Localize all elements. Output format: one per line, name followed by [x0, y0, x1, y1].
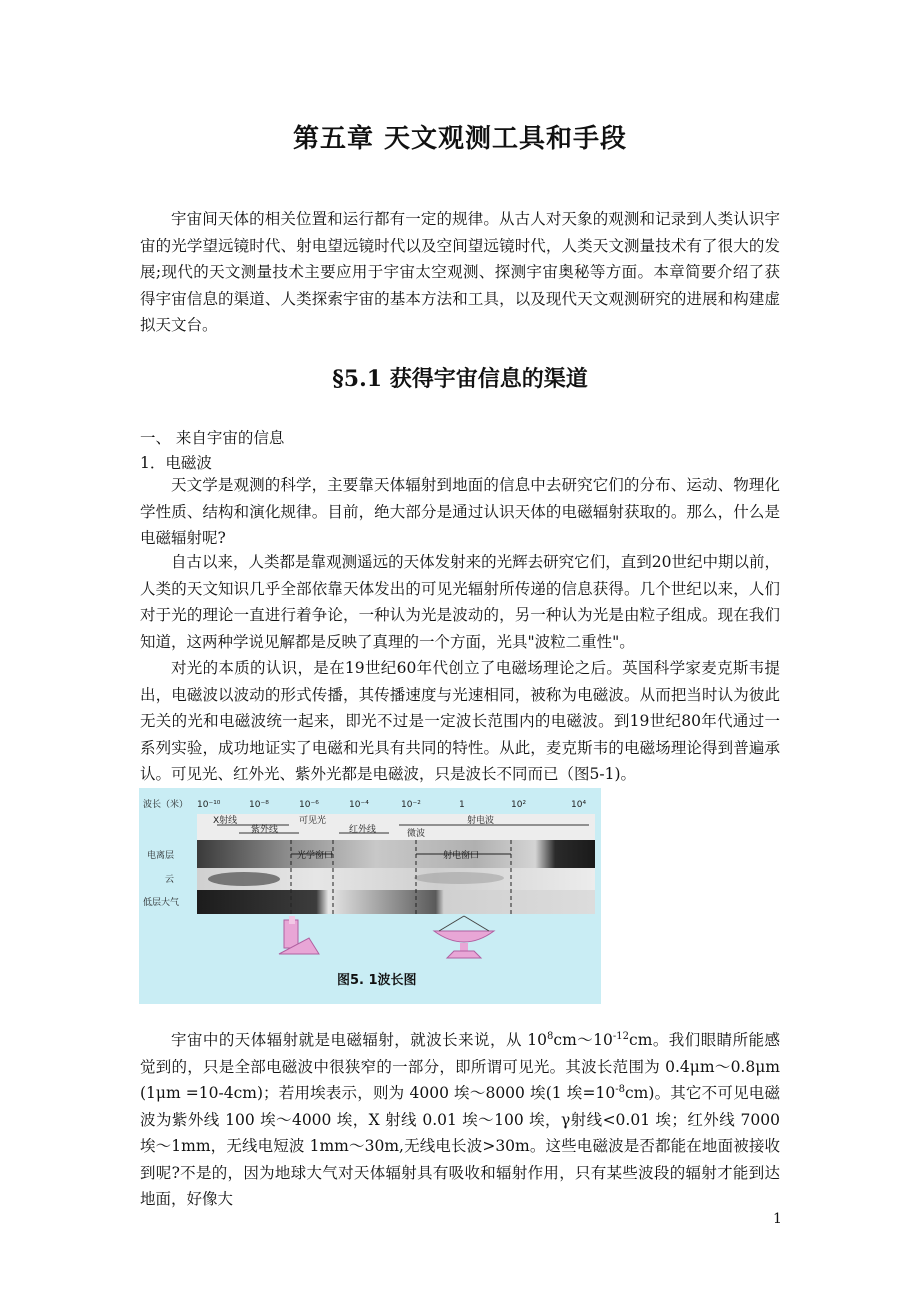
band-label: 红外线	[349, 825, 377, 835]
tick-label: 1	[459, 800, 465, 810]
optical-window-label: 光学窗口	[297, 851, 334, 861]
layer-label-low-atmosphere: 低层大气	[143, 898, 180, 908]
cloud-shape	[208, 872, 280, 886]
paragraph-1: 天文学是观测的科学，主要靠天体辐射到地面的信息中去研究它们的分布、运动、物理化学性质、结构和演化规律。目前，绝大部分是通过认识天体的电磁辐射获取的。那么，什么是电磁辐射呢?	[140, 476, 780, 547]
band-label: 紫外线	[251, 825, 279, 835]
axis-label: 波长（米）	[143, 800, 189, 810]
band-label: X射线	[213, 816, 238, 826]
cloud-shape	[414, 872, 504, 884]
page-number: 1	[773, 1211, 782, 1227]
optical-telescope-icon	[279, 916, 319, 954]
section-title: §5.1 获得宇宙信息的渠道	[332, 366, 588, 392]
subsection-heading: 一、 来自宇宙的信息	[140, 429, 285, 447]
figure-caption: 图5. 1波长图	[337, 973, 417, 988]
paragraph-4: 宇宙中的天体辐射就是电磁辐射，就波长来说，从 $10^8cm\sim 10^{-12}cm$。我们眼睛所能感觉到的，只是全部电磁波中很狭窄的一部分，即所谓可见光。其波长范围为 0.4μm～0.8μm (1μm =10-4cm)；若用埃表示，则为 4000 埃～8000 埃(1 埃$=10^{-8}cm$)。其它不可见电磁波为紫外线 100 埃～4000 埃，X 射线 0.01 埃～100 埃，γ射线<0.01 埃；红外线 7000 埃～1mm，无线电短波 1mm～30m,无线电长波>30m。这些电磁波是否都能在地面被接收到呢?不是的，因为地球大气对天体辐射具有吸收和辐射作用，只有某些波段的辐射才能到达地面，好像大	[140, 1030, 780, 1208]
wavelength-figure	[139, 788, 601, 1004]
radio-window-label: 射电窗口	[443, 851, 480, 861]
tick-label: 10⁴	[571, 800, 587, 810]
paragraph-3: 对光的本质的认识，是在19世纪60年代创立了电磁场理论之后。英国科学家麦克斯韦提出，电磁波以波动的形式传播，其传播速度与光速相同，被称为电磁波。从而把当时认为彼此无关的光和电磁波统一起来，即光不过是一定波长范围内的电磁波。到19世纪80年代通过一系列实验，成功地证实了电磁和光具有共同的特性。从此，麦克斯韦的电磁场理论得到普遍承认。可见光、红外光、紫外光都是电磁波，只是波长不同而已（图5-1)。	[140, 659, 780, 783]
layer-label-cloud: 云	[165, 875, 175, 885]
ionosphere-layer	[197, 840, 595, 868]
tick-label: 10²	[511, 800, 527, 810]
chapter-title: 第五章 天文观测工具和手段	[292, 124, 628, 154]
subsubsection-heading: 1．电磁波	[140, 454, 212, 472]
tick-label: 10⁻⁴	[349, 800, 369, 810]
tick-label: 10⁻¹⁰	[197, 800, 221, 810]
band-label: 微波	[407, 829, 426, 839]
low-atmosphere-layer	[197, 890, 595, 914]
band-label: 射电波	[467, 816, 495, 826]
radio-telescope-icon	[434, 916, 494, 958]
tick-label: 10⁻⁶	[299, 800, 319, 810]
paragraph-2: 自古以来，人类都是靠观测遥远的天体发射来的光辉去研究它们，直到20世纪中期以前，人类的天文知识几乎全部依靠天体发出的可见光辐射所传递的信息获得。几个世纪以来，人们对于光的理论一直进行着争论，一种认为光是波动的，另一种认为光是由粒子组成。现在我们知道，这两种学说见解都是反映了真理的一个方面，光具"波粒二重性"。	[140, 553, 780, 651]
intro-paragraph: 宇宙间天体的相关位置和运行都有一定的规律。从古人对天象的观测和记录到人类认识宇宙的光学望远镜时代、射电望远镜时代以及空间望远镜时代，人类天文测量技术有了很大的发展;现代的天文测量技术主要应用于宇宙太空观测、探测宇宙奥秘等方面。本章简要介绍了获得宇宙信息的渠道、人类探索宇宙的基本方法和工具，以及现代天文观测研究的进展和构建虚拟天文台。	[140, 210, 780, 334]
band-label: 可见光	[299, 816, 327, 826]
layer-label-ionosphere: 电离层	[147, 851, 175, 861]
tick-label: 10⁻⁸	[249, 800, 269, 810]
tick-label: 10⁻²	[401, 800, 421, 810]
